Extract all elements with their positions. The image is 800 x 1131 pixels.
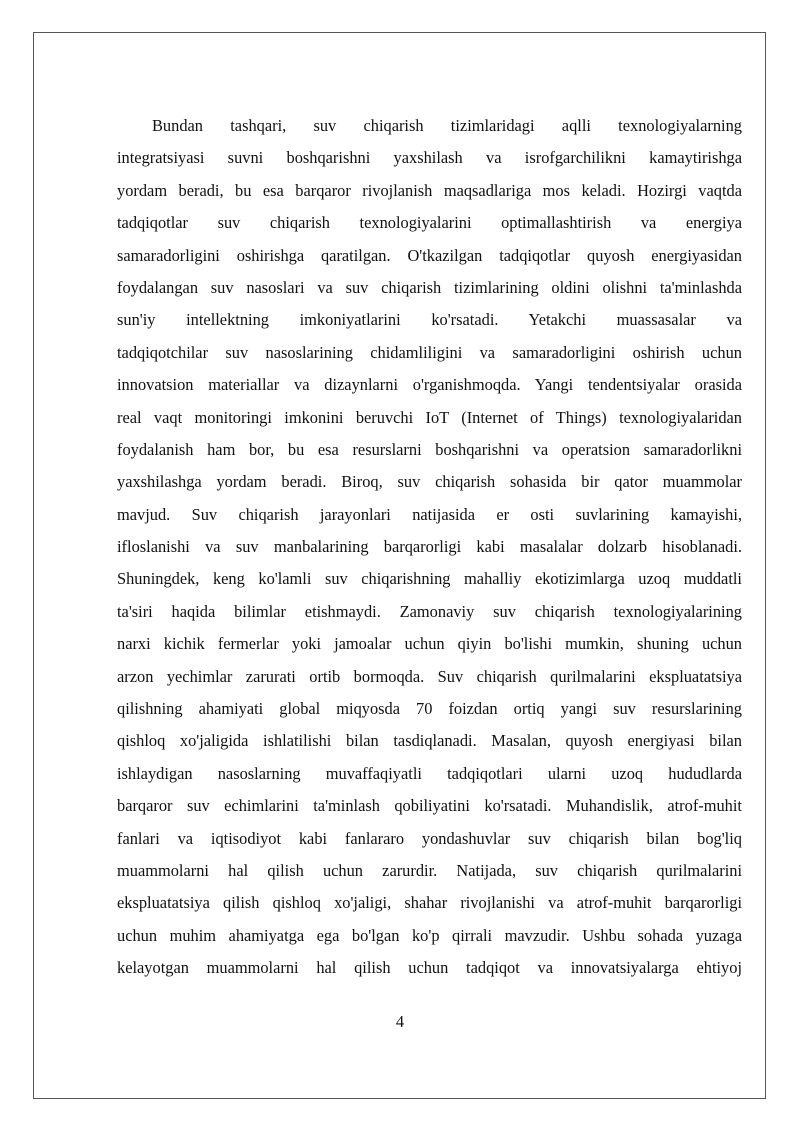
paragraph-line: samaradorligini oshirishga qaratilgan. O'tkazilgan tadqiqotlar quyosh energiyasidan bbox=[117, 245, 742, 265]
body-paragraph bbox=[117, 110, 742, 985]
paragraph-line: integratsiyasi suvni boshqarishni yaxshilash va isrofgarchilikni kamaytirishga bbox=[117, 148, 742, 168]
paragraph-line: real vaqt monitoringi imkonini beruvchi IoT (Internet of Things) texnologiyalaridan bbox=[117, 407, 742, 427]
paragraph-line: ekspluatatsiya qilish qishloq xo'jaligi, shahar rivojlanishi va atrof-muhit barqarorligi bbox=[117, 893, 742, 913]
paragraph-line: qilishning ahamiyati global miqyosda 70 foizdan ortiq yangi suv resurslarining bbox=[117, 699, 742, 719]
paragraph-line: Bundan tashqari, suv chiqarish tizimlaridagi aqlli texnologiyalarning bbox=[152, 116, 742, 135]
paragraph-line: ta'siri haqida bilimlar etishmaydi. Zamonaviy suv chiqarish texnologiyalarining bbox=[117, 601, 742, 621]
paragraph-line: sun'iy intellektning imkoniyatlarini ko'rsatadi. Yetakchi muassasalar va bbox=[117, 310, 742, 330]
paragraph-line: tadqiqotlar suv chiqarish texnologiyalarini optimallashtirish va energiya bbox=[117, 213, 742, 233]
paragraph-line: tadqiqotchilar suv nasoslarining chidamliligini va samaradorligini oshirish uchun bbox=[117, 342, 742, 362]
paragraph-line: Shuningdek, keng ko'lamli suv chiqarishning mahalliy ekotizimlarga uzoq muddatli bbox=[117, 569, 742, 589]
paragraph-line: arzon yechimlar zarurati ortib bormoqda. Suv chiqarish qurilmalarini ekspluatatsiya bbox=[117, 666, 742, 686]
page-number: 4 bbox=[395, 1012, 405, 1031]
paragraph-line: qishloq xo'jaligida ishlatilishi bilan tasdiqlanadi. Masalan, quyosh energiyasi bilan bbox=[117, 731, 742, 751]
paragraph-line: ifloslanishi va suv manbalarining barqarorligi kabi masalalar dolzarb hisoblanadi. bbox=[117, 537, 742, 557]
paragraph-line: yordam beradi, bu esa barqaror rivojlanish maqsadlariga mos keladi. Hozirgi vaqtda bbox=[117, 180, 742, 200]
paragraph-line: uchun muhim ahamiyatga ega bo'lgan ko'p qirrali mavzudir. Ushbu sohada yuzaga bbox=[117, 925, 742, 945]
paragraph-line: yaxshilashga yordam beradi. Biroq, suv chiqarish sohasida bir qator muammolar bbox=[117, 472, 742, 492]
paragraph-line: innovatsion materiallar va dizaynlarni o'rganishmoqda. Yangi tendentsiyalar orasida bbox=[117, 375, 742, 395]
paragraph-line: foydalanish ham bor, bu esa resurslarni boshqarishni va operatsion samaradorlikni bbox=[117, 439, 742, 459]
paragraph-line: mavjud. Suv chiqarish jarayonlari natijasida er osti suvlarining kamayishi, bbox=[117, 504, 742, 524]
paragraph-line: narxi kichik fermerlar yoki jamoalar uchun qiyin bo'lishi mumkin, shuning uchun bbox=[117, 634, 742, 654]
paragraph-line: foydalangan suv nasoslari va suv chiqarish tizimlarining oldini olishni ta'minlashda bbox=[117, 277, 742, 297]
paragraph-line: fanlari va iqtisodiyot kabi fanlararo yondashuvlar suv chiqarish bilan bog'liq bbox=[117, 828, 742, 848]
paragraph-line: ishlaydigan nasoslarning muvaffaqiyatli tadqiqotlari ularni uzoq hududlarda bbox=[117, 763, 742, 783]
paragraph-line: muammolarni hal qilish uchun zarurdir. Natijada, suv chiqarish qurilmalarini bbox=[117, 860, 742, 880]
paragraph-line: barqaror suv echimlarini ta'minlash qobiliyatini ko'rsatadi. Muhandislik, atrof-muhit bbox=[117, 796, 742, 816]
paragraph-line: kelayotgan muammolarni hal qilish uchun tadqiqot va innovatsiyalarga ehtiyoj bbox=[117, 958, 742, 978]
